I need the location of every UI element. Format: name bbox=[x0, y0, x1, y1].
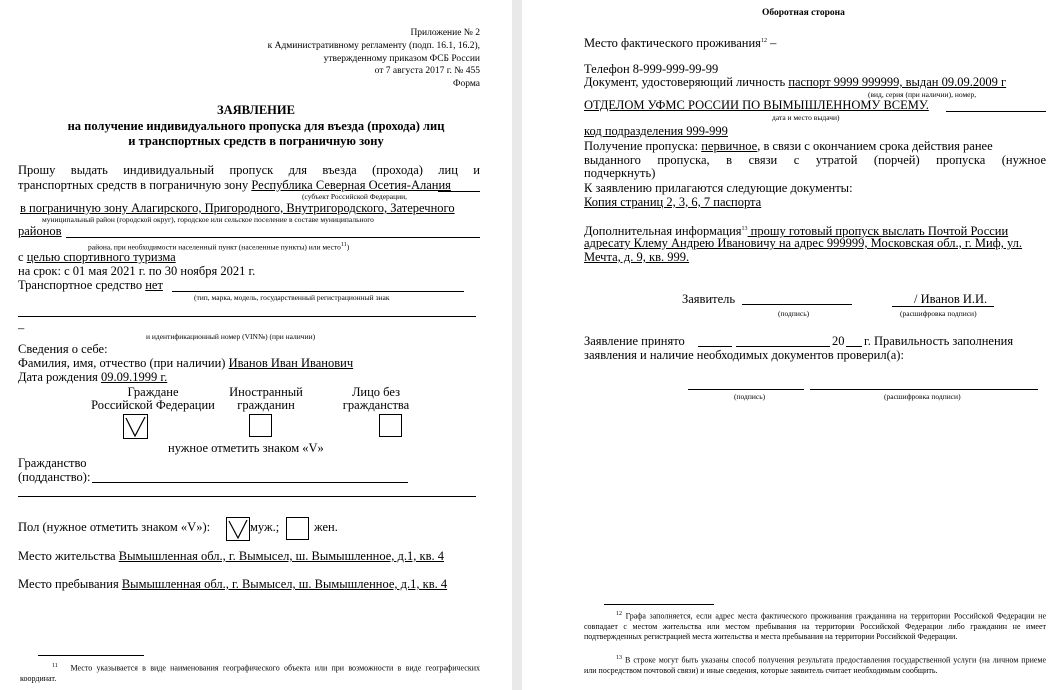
form-subtitle-1: на получение индивидуального пропуска для въезда (прохода) лиц bbox=[67, 119, 445, 133]
gender-label: Пол (нужное отметить знаком «V»): bbox=[18, 520, 211, 534]
vehicle-hint: (тип, марка, модель, государственный регистрационный знак bbox=[194, 293, 390, 302]
check-mark-icon bbox=[227, 518, 249, 540]
vin-hint: и идентификационный номер (VIN№) (при наличии) bbox=[146, 332, 316, 341]
dob-line: Дата рождения 09.09.1999 г. bbox=[18, 370, 168, 384]
residence-line: Место жительства Вымышленная обл., г. Вымысел, ш. Вымышленное, д.1, кв. 4 bbox=[18, 549, 445, 563]
appendix-line4: от 7 августа 2017 г. № 455 bbox=[374, 66, 480, 76]
check-mark-icon bbox=[124, 415, 147, 438]
footnote-11: $^{11}$ Место указывается в виде наименования географического объекта или при возможности в виде географических координат. bbox=[20, 663, 481, 683]
page-separator bbox=[512, 0, 522, 690]
subject-hint: (субъект Российской Федерации, bbox=[302, 192, 408, 201]
page-front bbox=[0, 0, 512, 690]
request-line-1: Прошу выдать индивидуальный пропуск для въезда (прохода) лиц и bbox=[18, 163, 480, 177]
stay-line: Место пребывания Вымышленная обл., г. Вымысел, ш. Вымышленное, д.1, кв. 4 bbox=[18, 577, 448, 591]
checkbox-stateless[interactable] bbox=[379, 414, 402, 437]
zone-line: в пограничную зону Алагирского, Пригородного, Внутригородского, Затеречного bbox=[20, 201, 455, 215]
applicant-signature-field[interactable] bbox=[742, 304, 852, 305]
accepted-line-1: Заявление принято bbox=[584, 334, 685, 348]
fio-value: Иванов Иван Иванович bbox=[228, 356, 354, 370]
document-line: Документ, удостоверяющий личность паспорт 9999 999999, выдан 09.09.2009 г bbox=[584, 75, 1007, 89]
appendix-line5: Форма bbox=[452, 79, 480, 89]
purpose-line: с целью спортивного туризма bbox=[18, 250, 176, 264]
option-stateless-label-1: Лицо без bbox=[351, 385, 401, 399]
citizenship-field[interactable] bbox=[92, 482, 408, 483]
citizenship-label-2: (подданство): bbox=[18, 470, 91, 484]
residence-value: Вымышленная обл., г. Вымысел, ш. Вымышленное, д.1, кв. 4 bbox=[118, 549, 445, 563]
option-rf-label-2: Российской Федерации bbox=[91, 398, 215, 412]
female-label: жен. bbox=[314, 520, 338, 534]
additional-line-1: Дополнительная информация$^{13}$ прошу готовый пропуск выслать Почтой России bbox=[584, 224, 1009, 239]
document-issuer: ОТДЕЛОМ УФМС РОССИИ ПО ВЫМЫШЛЕННОМУ ВСЕМУ. bbox=[584, 98, 929, 112]
additional-line-3: Мечта, д. 9, кв. 999. bbox=[584, 250, 690, 264]
form-subtitle-2: и транспортных средств в пограничную зону bbox=[128, 134, 384, 148]
applicant-label: Заявитель bbox=[682, 292, 736, 306]
applicant-signature-hint: (подпись) bbox=[778, 309, 810, 318]
document-value: паспорт 9999 999999, выдан 09.09.2009 г bbox=[788, 75, 1007, 89]
option-foreign-label-1: Иностранный bbox=[229, 385, 303, 399]
attached-value: Копия страниц 2, 3, 6, 7 паспорта bbox=[584, 195, 762, 209]
zone-line-2: районов bbox=[18, 224, 62, 238]
about-header: Сведения о себе: bbox=[18, 342, 108, 356]
checkbox-female[interactable] bbox=[286, 517, 309, 540]
accepted-signature-field[interactable] bbox=[688, 389, 804, 390]
checkbox-male[interactable] bbox=[226, 517, 250, 541]
footnote-13: $^{13}$ В строке могут быть указаны способ получения результата предоставления государственной услуги (на личном приеме или посредством почтовой связи) и иные сведения, которые заявитель считает необходимым сообщить. bbox=[584, 655, 1047, 675]
accepted-rest: г. Правильность заполнения bbox=[864, 334, 1014, 348]
request-line-2: транспортных средств в пограничную зону Республика Северная Осетия-Алания bbox=[18, 178, 451, 192]
appendix-line1: Приложение № 2 bbox=[410, 28, 480, 38]
appendix-line2: к Административному регламенту (подп. 16.1, 16.2), bbox=[267, 41, 480, 51]
options-note: нужное отметить знаком «V» bbox=[168, 441, 324, 455]
applicant-name-hint: (расшифровка подписи) bbox=[900, 309, 977, 318]
option-stateless-label-2: гражданства bbox=[342, 398, 410, 412]
zone-hint-2: района, при необходимости населенный пункт (населенные пункты) или место$^{11}$) bbox=[88, 242, 350, 252]
receipt-line-2: выданного пропуска, в связи с утратой (порчей) пропуска (нужное bbox=[584, 153, 1046, 167]
accepted-year: 20 bbox=[832, 334, 845, 348]
back-side-header: Оборотная сторона bbox=[762, 8, 845, 18]
accepted-signature-hint: (подпись) bbox=[734, 392, 766, 401]
accepted-decode-hint: (расшифровка подписи) bbox=[884, 392, 961, 401]
receipt-line-1: Получение пропуска: первичное, в связи с окончанием срока действия ранее bbox=[584, 139, 993, 153]
vehicle-line: Транспортное средство нет bbox=[18, 278, 163, 292]
actual-residence-line: Место фактического проживания$^{12}$ – bbox=[584, 36, 777, 51]
option-rf-label-1: Граждане bbox=[127, 385, 179, 399]
male-label: муж.; bbox=[250, 520, 280, 534]
accepted-decode-field[interactable] bbox=[810, 389, 1038, 390]
dob-value: 09.09.1999 г. bbox=[101, 370, 168, 384]
period-line: на срок: с 01 мая 2021 г. по 30 ноября 2021 г. bbox=[18, 264, 256, 278]
additional-line-2: адресату Клему Андрею Ивановичу на адрес 999999, Московская обл., г. Миф, ул. bbox=[584, 236, 1023, 250]
document-hint-1: (вид, серия (при наличии), номер, bbox=[868, 90, 977, 99]
stay-value: Вымышленная обл., г. Вымысел, ш. Вымышленное, д.1, кв. 4 bbox=[121, 577, 448, 591]
checkbox-rf-citizen[interactable] bbox=[123, 414, 148, 439]
vin-dash: – bbox=[18, 321, 25, 335]
accepted-line-2: заявления и наличие необходимых документов проверил(а): bbox=[584, 348, 904, 362]
option-foreign-label-2: гражданин bbox=[237, 398, 295, 412]
phone-line: Телефон 8-999-999-99-99 bbox=[584, 62, 719, 76]
page-back bbox=[522, 0, 1052, 690]
zone-hint-1: муниципальный район (городской округ), городское или сельское поселение в составе муниципального bbox=[42, 215, 374, 224]
subject-value: Республика Северная Осетия-Алания bbox=[251, 178, 451, 192]
citizenship-label-1: Гражданство bbox=[18, 456, 87, 470]
receipt-line-3: подчеркнуть) bbox=[584, 166, 656, 180]
footnote-12: $^{12}$ Графа заполняется, если адрес места фактического проживания гражданина на территории Российской Федерации не совпадает с местом жительства или местом пребывания на территории Российской Федерации либо гражданин не имеет подтвержденных регистрацией места жительства и места пребывания на территории Российской Федерации. bbox=[584, 611, 1046, 641]
document-hint-2: дата и место выдачи) bbox=[772, 113, 840, 122]
checkbox-foreign-citizen[interactable] bbox=[249, 414, 272, 437]
fio-line: Фамилия, имя, отчество (при наличии) Иванов Иван Иванович bbox=[18, 356, 354, 370]
document-code: код подразделения 999-999 bbox=[584, 124, 728, 138]
attached-label: К заявлению прилагаются следующие документы: bbox=[584, 181, 853, 195]
form-title: ЗАЯВЛЕНИЕ bbox=[217, 103, 295, 117]
appendix-line3: утвержденному приказом ФСБ России bbox=[323, 54, 480, 64]
applicant-name: / Иванов И.И. bbox=[914, 292, 988, 306]
